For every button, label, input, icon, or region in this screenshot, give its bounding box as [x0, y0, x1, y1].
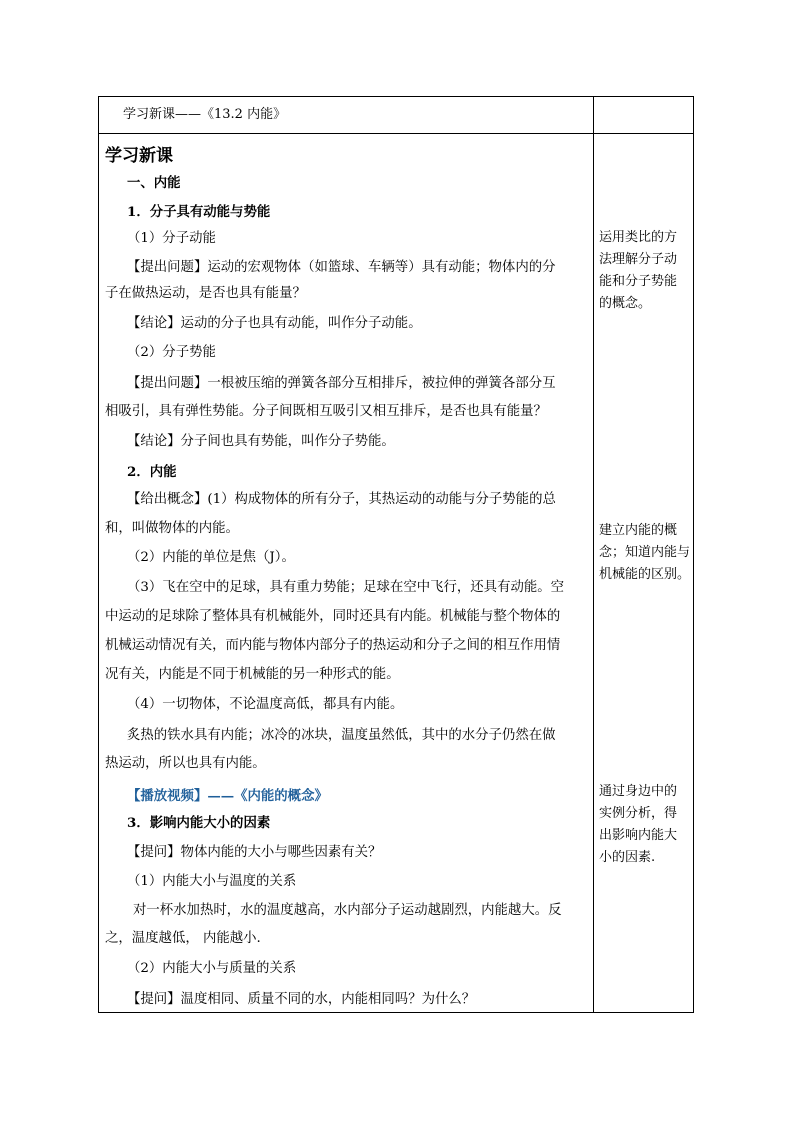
note-line: 法理解分子动	[599, 252, 678, 267]
paragraph-line: （3）飞在空中的足球，具有重力势能；足球在空中飞行，还具有动能。空	[127, 580, 565, 595]
note-line: 运用类比的方	[599, 230, 678, 245]
note-line: 实例分析，得	[599, 806, 678, 821]
paragraph-line: 中运动的足球除了整体具有机械能外，同时还具有内能。机械能与整个物体的	[105, 609, 561, 624]
paragraph-line: 【提问】物体内能的大小与哪些因素有关？	[127, 845, 382, 860]
note-line: 小的因素.	[599, 850, 656, 865]
subpoint: （2）内能大小与质量的关系	[127, 961, 297, 976]
side-note-3	[599, 781, 691, 869]
note-line: 的概念。	[599, 296, 652, 311]
subpoint: （2）分子势能	[127, 345, 216, 360]
paragraph-line: 【给出概念】(1）构成物体的所有分子，其热运动的动能与分子势能的总	[127, 492, 556, 507]
header-row	[99, 97, 693, 134]
subsection-title: 1．分子具有动能与势能	[127, 204, 271, 220]
paragraph-line: 之，温度越低， 内能越小.	[105, 931, 261, 946]
paragraph-line: 机械运动情况有关，而内能与物体内部分子的热运动和分子之间的相互作用情	[105, 638, 561, 653]
video-label: 【播放视频】——《内能的概念》	[127, 788, 328, 804]
note-line: 机械能的区别。	[599, 567, 691, 582]
part-title: 一、内能	[127, 175, 181, 191]
paragraph-line: （2）内能的单位是焦（J）。	[127, 550, 295, 565]
header-title: 学习新课——《13.2 内能》	[123, 107, 287, 122]
note-line: 通过身边中的	[599, 784, 678, 799]
lesson-table	[98, 96, 694, 1013]
side-note-1	[599, 227, 691, 315]
paragraph-line: 况有关，内能是不同于机械能的另一种形式的能。	[105, 667, 400, 682]
paragraph-line: 热运动，所以也具有内能。	[105, 756, 266, 771]
paragraph-line: 炙热的铁水具有内能；冰冷的冰块，温度虽然低，其中的水分子仍然在做	[127, 728, 556, 743]
paragraph-line: 和，叫做物体的内能。	[105, 521, 239, 536]
paragraph-line: 【结论】分子间也具有势能，叫作分子势能。	[127, 434, 395, 449]
paragraph-line: （4）一切物体，不论温度高低，都具有内能。	[127, 697, 404, 712]
subsection-title: 3．影响内能大小的因素	[127, 815, 271, 831]
paragraph-line: 【提问】温度相同、质量不同的水，内能相同吗？为什么？	[127, 992, 476, 1007]
paragraph-line: 相吸引，具有弹性势能。分子间既相互吸引又相互排斥，是否也具有能量？	[105, 404, 547, 419]
note-line: 建立内能的概	[599, 523, 678, 538]
subsection-title: 2．内能	[127, 464, 177, 480]
section-title: 学习新课	[105, 146, 173, 166]
subpoint: （1）分子动能	[127, 231, 216, 246]
paragraph-line: 对一杯水加热时，水的温度越高，水内部分子运动越剧烈，内能越大。反	[133, 903, 562, 918]
note-line: 念；知道内能与	[599, 545, 691, 560]
subpoint: （1）内能大小与温度的关系	[127, 874, 297, 889]
paragraph-line: 子在做热运动，是否也具有能量？	[105, 286, 306, 301]
side-note-2	[599, 520, 691, 586]
column-divider	[593, 97, 594, 1012]
paragraph-line: 【提出问题】运动的宏观物体（如篮球、车辆等）具有动能；物体内的分	[127, 260, 556, 275]
paragraph-line: 【提出问题】一根被压缩的弹簧各部分互相排斥，被拉伸的弹簧各部分互	[127, 376, 556, 391]
note-line: 出影响内能大	[599, 828, 678, 843]
paragraph-line: 【结论】运动的分子也具有动能，叫作分子动能。	[127, 316, 422, 331]
note-line: 能和分子势能	[599, 274, 678, 289]
